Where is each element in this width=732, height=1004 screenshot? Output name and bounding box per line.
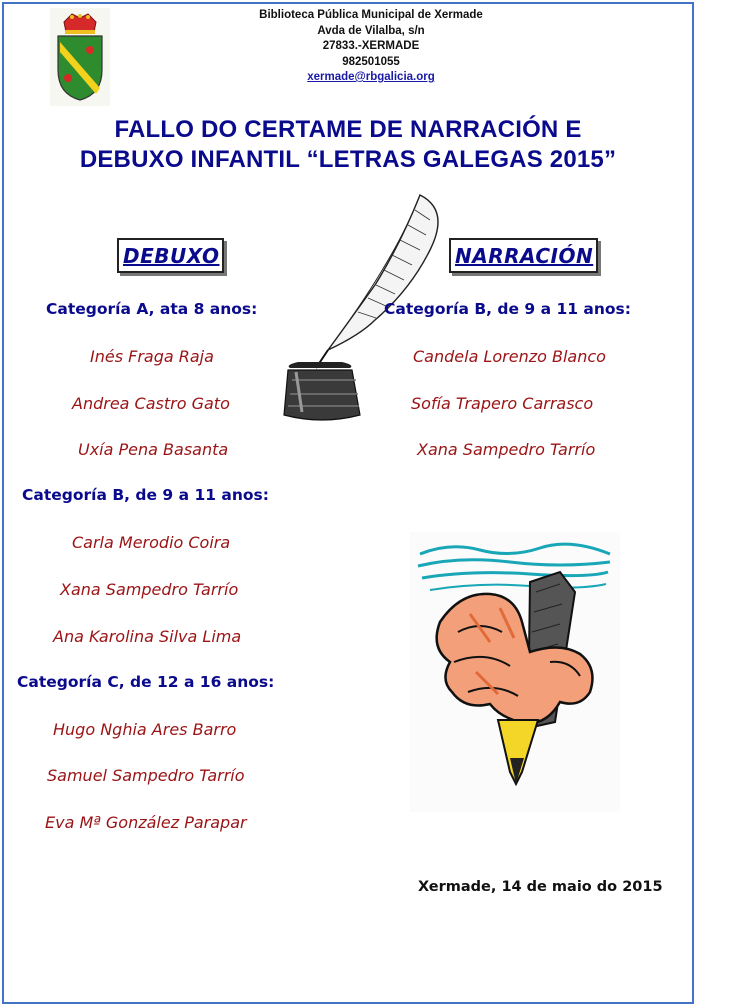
title-line-1: FALLO DO CERTAME DE NARRACIÓN E xyxy=(114,116,582,143)
debuxo-a-winner-3: Uxía Pena Basanta xyxy=(78,440,229,459)
narracion-b-winner-3: Xana Sampedro Tarrío xyxy=(417,440,596,459)
debuxo-c-winner-3: Eva Mª González Parapar xyxy=(45,813,247,832)
narracion-category-b: Categoría B, de 9 a 11 anos: xyxy=(384,300,631,318)
library-street: Avda de Vilalba, s/n xyxy=(317,24,425,37)
debuxo-a-winner-1: Inés Fraga Raja xyxy=(90,347,214,366)
debuxo-b-winner-2: Xana Sampedro Tarrío xyxy=(60,580,239,599)
debuxo-c-winner-2: Samuel Sampedro Tarrío xyxy=(47,766,245,785)
title-line-2: DEBUXO INFANTIL “LETRAS GALEGAS 2015” xyxy=(79,146,617,173)
page-title xyxy=(10,115,686,175)
library-phone: 982501055 xyxy=(342,55,400,68)
library-name: Biblioteca Pública Municipal de Xermade xyxy=(259,9,483,21)
library-postcode: 27833.-XERMADE xyxy=(322,40,420,52)
debuxo-category-b: Categoría B, de 9 a 11 anos: xyxy=(22,486,269,504)
debuxo-category-a: Categoría A, ata 8 anos: xyxy=(46,300,258,318)
narracion-b-winner-1: Candela Lorenzo Blanco xyxy=(413,347,606,366)
library-address-block xyxy=(186,8,556,86)
debuxo-c-winner-1: Hugo Nghia Ares Barro xyxy=(53,720,237,739)
debuxo-a-winner-2: Andrea Castro Gato xyxy=(72,394,230,413)
crest-icon xyxy=(50,8,110,106)
hand-pencil-drawing-icon xyxy=(410,532,620,812)
narracion-heading: NARRACIÓN xyxy=(449,238,598,273)
debuxo-b-winner-3: Ana Karolina Silva Lima xyxy=(53,627,242,646)
library-email-link[interactable]: xermade@rbgalicia.org xyxy=(307,71,435,83)
debuxo-category-c: Categoría C, de 12 a 16 anos: xyxy=(17,673,275,691)
debuxo-b-winner-1: Carla Merodio Coira xyxy=(72,533,231,552)
debuxo-heading: DEBUXO xyxy=(117,238,224,273)
footer-date: Xermade, 14 de maio do 2015 xyxy=(418,879,663,895)
narracion-b-winner-2: Sofía Trapero Carrasco xyxy=(411,394,594,413)
